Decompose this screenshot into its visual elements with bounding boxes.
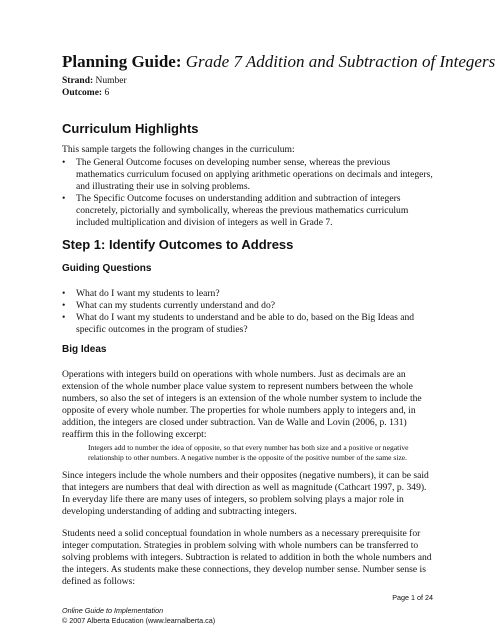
bullet-dot-icon: • xyxy=(62,157,66,168)
bullet-line: specific outcomes in the program of studies? xyxy=(76,324,248,336)
guiding-questions-heading: Guiding Questions xyxy=(62,263,152,274)
page-title xyxy=(62,52,495,72)
strand-label: Strand: xyxy=(62,76,94,86)
paragraph-line: developing understanding of adding and subtracting integers. xyxy=(62,506,297,518)
block-quote xyxy=(88,443,438,462)
page-number: Page 1 of 24 xyxy=(392,593,433,602)
guiding-question xyxy=(62,300,442,312)
bullet-line: What can my students currently understand and do? xyxy=(76,300,276,312)
curriculum-heading: Curriculum Highlights xyxy=(62,121,199,136)
big-ideas-heading: Big Ideas xyxy=(62,344,107,355)
bullet-dot-icon: • xyxy=(62,193,66,205)
bullet-line: The Specific Outcome focuses on understanding addition and subtraction of integers xyxy=(76,193,401,205)
bullet-line: and illustrating their use in solving problems. xyxy=(76,181,250,193)
big-ideas-paragraph-1 xyxy=(62,369,438,442)
paragraph-line: that integers are numbers that deal with direction as well as magnitude (Cathcart 1997, p. 349). xyxy=(62,482,427,494)
bullet-dot-icon: • xyxy=(62,300,66,312)
paragraph-line: defined as follows: xyxy=(62,576,136,588)
bullet-line: included multiplication and division of integers as well in Grade 7. xyxy=(76,217,333,229)
paragraph-line: Since integers include the whole numbers and their opposites (negative numbers), it can be said xyxy=(62,470,429,481)
paragraph-line: Operations with integers build on operations with whole numbers. Just as decimals are an xyxy=(62,369,406,380)
paragraph-line: extension of the whole number place value system to represent numbers between the whole xyxy=(62,381,413,393)
paragraph-line: solving problems with integers. Subtraction is related to addition in both the whole numbers and xyxy=(62,552,432,564)
paragraph-line: reaffirm this in the following excerpt: xyxy=(62,429,207,441)
quote-line: Integers add to number the idea of opposite, so that every number has both size and a positive or negative xyxy=(88,443,409,452)
title-main: Planning Guide: xyxy=(62,52,182,71)
curriculum-bullet xyxy=(62,193,442,229)
bullet-line: What do I want my students to understand and be able to do, based on the Big Ideas and xyxy=(76,312,415,324)
step1-heading: Step 1: Identify Outcomes to Address xyxy=(62,237,294,252)
guiding-questions-list xyxy=(62,288,442,336)
bullet-line: The General Outcome focuses on developing number sense, whereas the previous xyxy=(76,157,391,168)
strand-line xyxy=(62,75,127,87)
outcome-line xyxy=(62,87,109,99)
bullet-dot-icon: • xyxy=(62,288,66,299)
bullet-line: mathematics curriculum focused on applying arithmetic operations on decimals and integers, xyxy=(76,169,433,181)
quote-line: relationship to other numbers. A negative number is the opposite of the positive number of the same size. xyxy=(88,452,408,462)
paragraph-line: opposite of every whole number. The properties for whole numbers apply to integers and, in xyxy=(62,405,416,417)
outcome-value: 6 xyxy=(104,88,110,98)
bullet-line: What do I want my students to learn? xyxy=(76,288,220,299)
curriculum-intro: This sample targets the following changes in the curriculum: xyxy=(62,144,295,155)
paragraph-line: Students need a solid conceptual foundation in whole numbers as a necessary prerequisite for xyxy=(62,528,421,539)
footer xyxy=(62,606,215,625)
guiding-question xyxy=(62,312,442,336)
guiding-question xyxy=(62,288,442,300)
big-ideas-paragraph-3 xyxy=(62,528,438,588)
big-ideas-paragraph-2 xyxy=(62,470,438,518)
paragraph-line: the integers. As students make these connections, they develop number sense. Number sense is xyxy=(62,564,426,576)
paragraph-line: In everyday life there are many uses of integers, so problem solving plays a major role in xyxy=(62,494,404,506)
paragraph-line: integer computation. Strategies in problem solving with whole numbers can be transferred to xyxy=(62,540,419,552)
bullet-dot-icon: • xyxy=(62,312,66,324)
bullet-line: concretely, pictorially and symbolically, whereas the previous mathematics curriculum xyxy=(76,205,409,217)
footer-copyright: © 2007 Alberta Education (www.learnalberta.ca) xyxy=(62,615,216,625)
outcome-label: Outcome: xyxy=(62,88,103,98)
curriculum-bullet-list xyxy=(62,157,442,230)
title-subtitle: Grade 7 Addition and Subtraction of Integers xyxy=(185,52,495,71)
strand-value: Number xyxy=(95,76,127,86)
paragraph-line: addition, the integers are closed under subtraction. Van de Walle and Lovin (2006, p. 131) xyxy=(62,417,407,429)
footer-guide-title: Online Guide to Implementation xyxy=(62,606,164,615)
paragraph-line: numbers, so also the set of integers is an extension of the whole number system to include the xyxy=(62,393,422,405)
curriculum-bullet xyxy=(62,157,442,193)
